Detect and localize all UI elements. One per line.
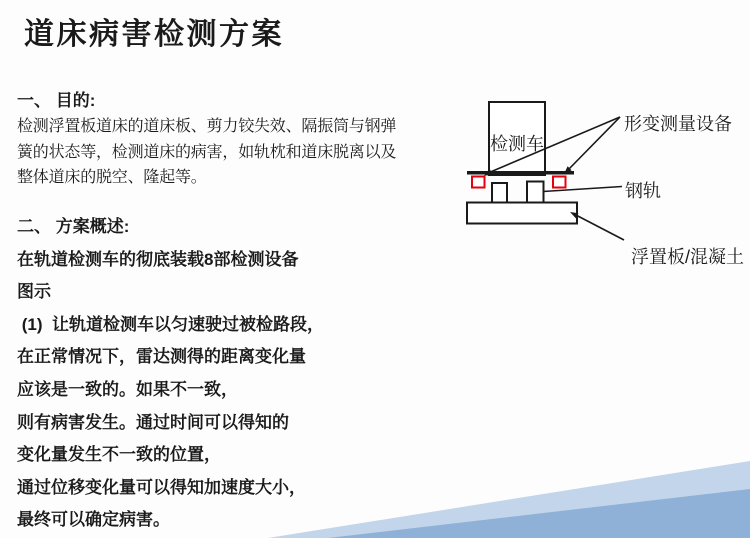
bogie-bar [467,171,574,175]
section-purpose-line: 整体道床的脱空、隆起等。 [17,169,207,186]
inspection-car-label: 检测车 [490,134,544,154]
section-overview-heading: 二、 方案概述: [17,217,130,236]
section-overview-line: 图示 [17,282,51,302]
section-overview-line: 在正常情况下，雷达测得的距离变化量 [17,347,306,367]
section-overview [17,211,447,537]
rail-left [492,183,507,203]
section-purpose [17,88,437,191]
section-overview-line: 则有病害发生。通过时间可以得知的 [17,412,289,432]
deformation-device-label: 形变测量设备 [624,114,732,134]
rail-label: 钢轨 [625,181,661,201]
section-purpose-line: 簧的状态等，检测道床的病害，如轨枕和道床脱离以及 [17,143,397,161]
page-title: 道床病害检测方案 [24,18,284,51]
section-purpose-heading: 一、 目的: [17,91,96,110]
section-overview-line: 通过位移变化量可以得知加速度大小， [17,477,306,497]
section-overview-line: 应该是一致的。如果不一致， [17,379,238,399]
section-overview-line: 最终可以确定病害。 [17,510,170,530]
pointer-line-device-right [567,117,620,171]
section-overview-line: (1) 让轨道检测车以匀速驶过被检路段， [17,314,324,334]
floating-slab-box [467,203,577,224]
track-inspection-diagram [467,102,577,224]
measurement-device-marker-left [472,177,485,188]
pointer-line-slab [573,214,624,241]
slab-label: 浮置板/混凝土 [631,247,745,267]
section-purpose-line: 检测浮置板道床的道床板、剪力铰失效、隔振筒与钢弹 [17,118,397,135]
measurement-device-marker-right [553,177,566,188]
section-overview-line: 在轨道检测车的彻底装载8部检测设备 [17,249,299,269]
section-overview-line: 变化量发生不一致的位置， [17,445,221,465]
rail-right [527,182,544,203]
